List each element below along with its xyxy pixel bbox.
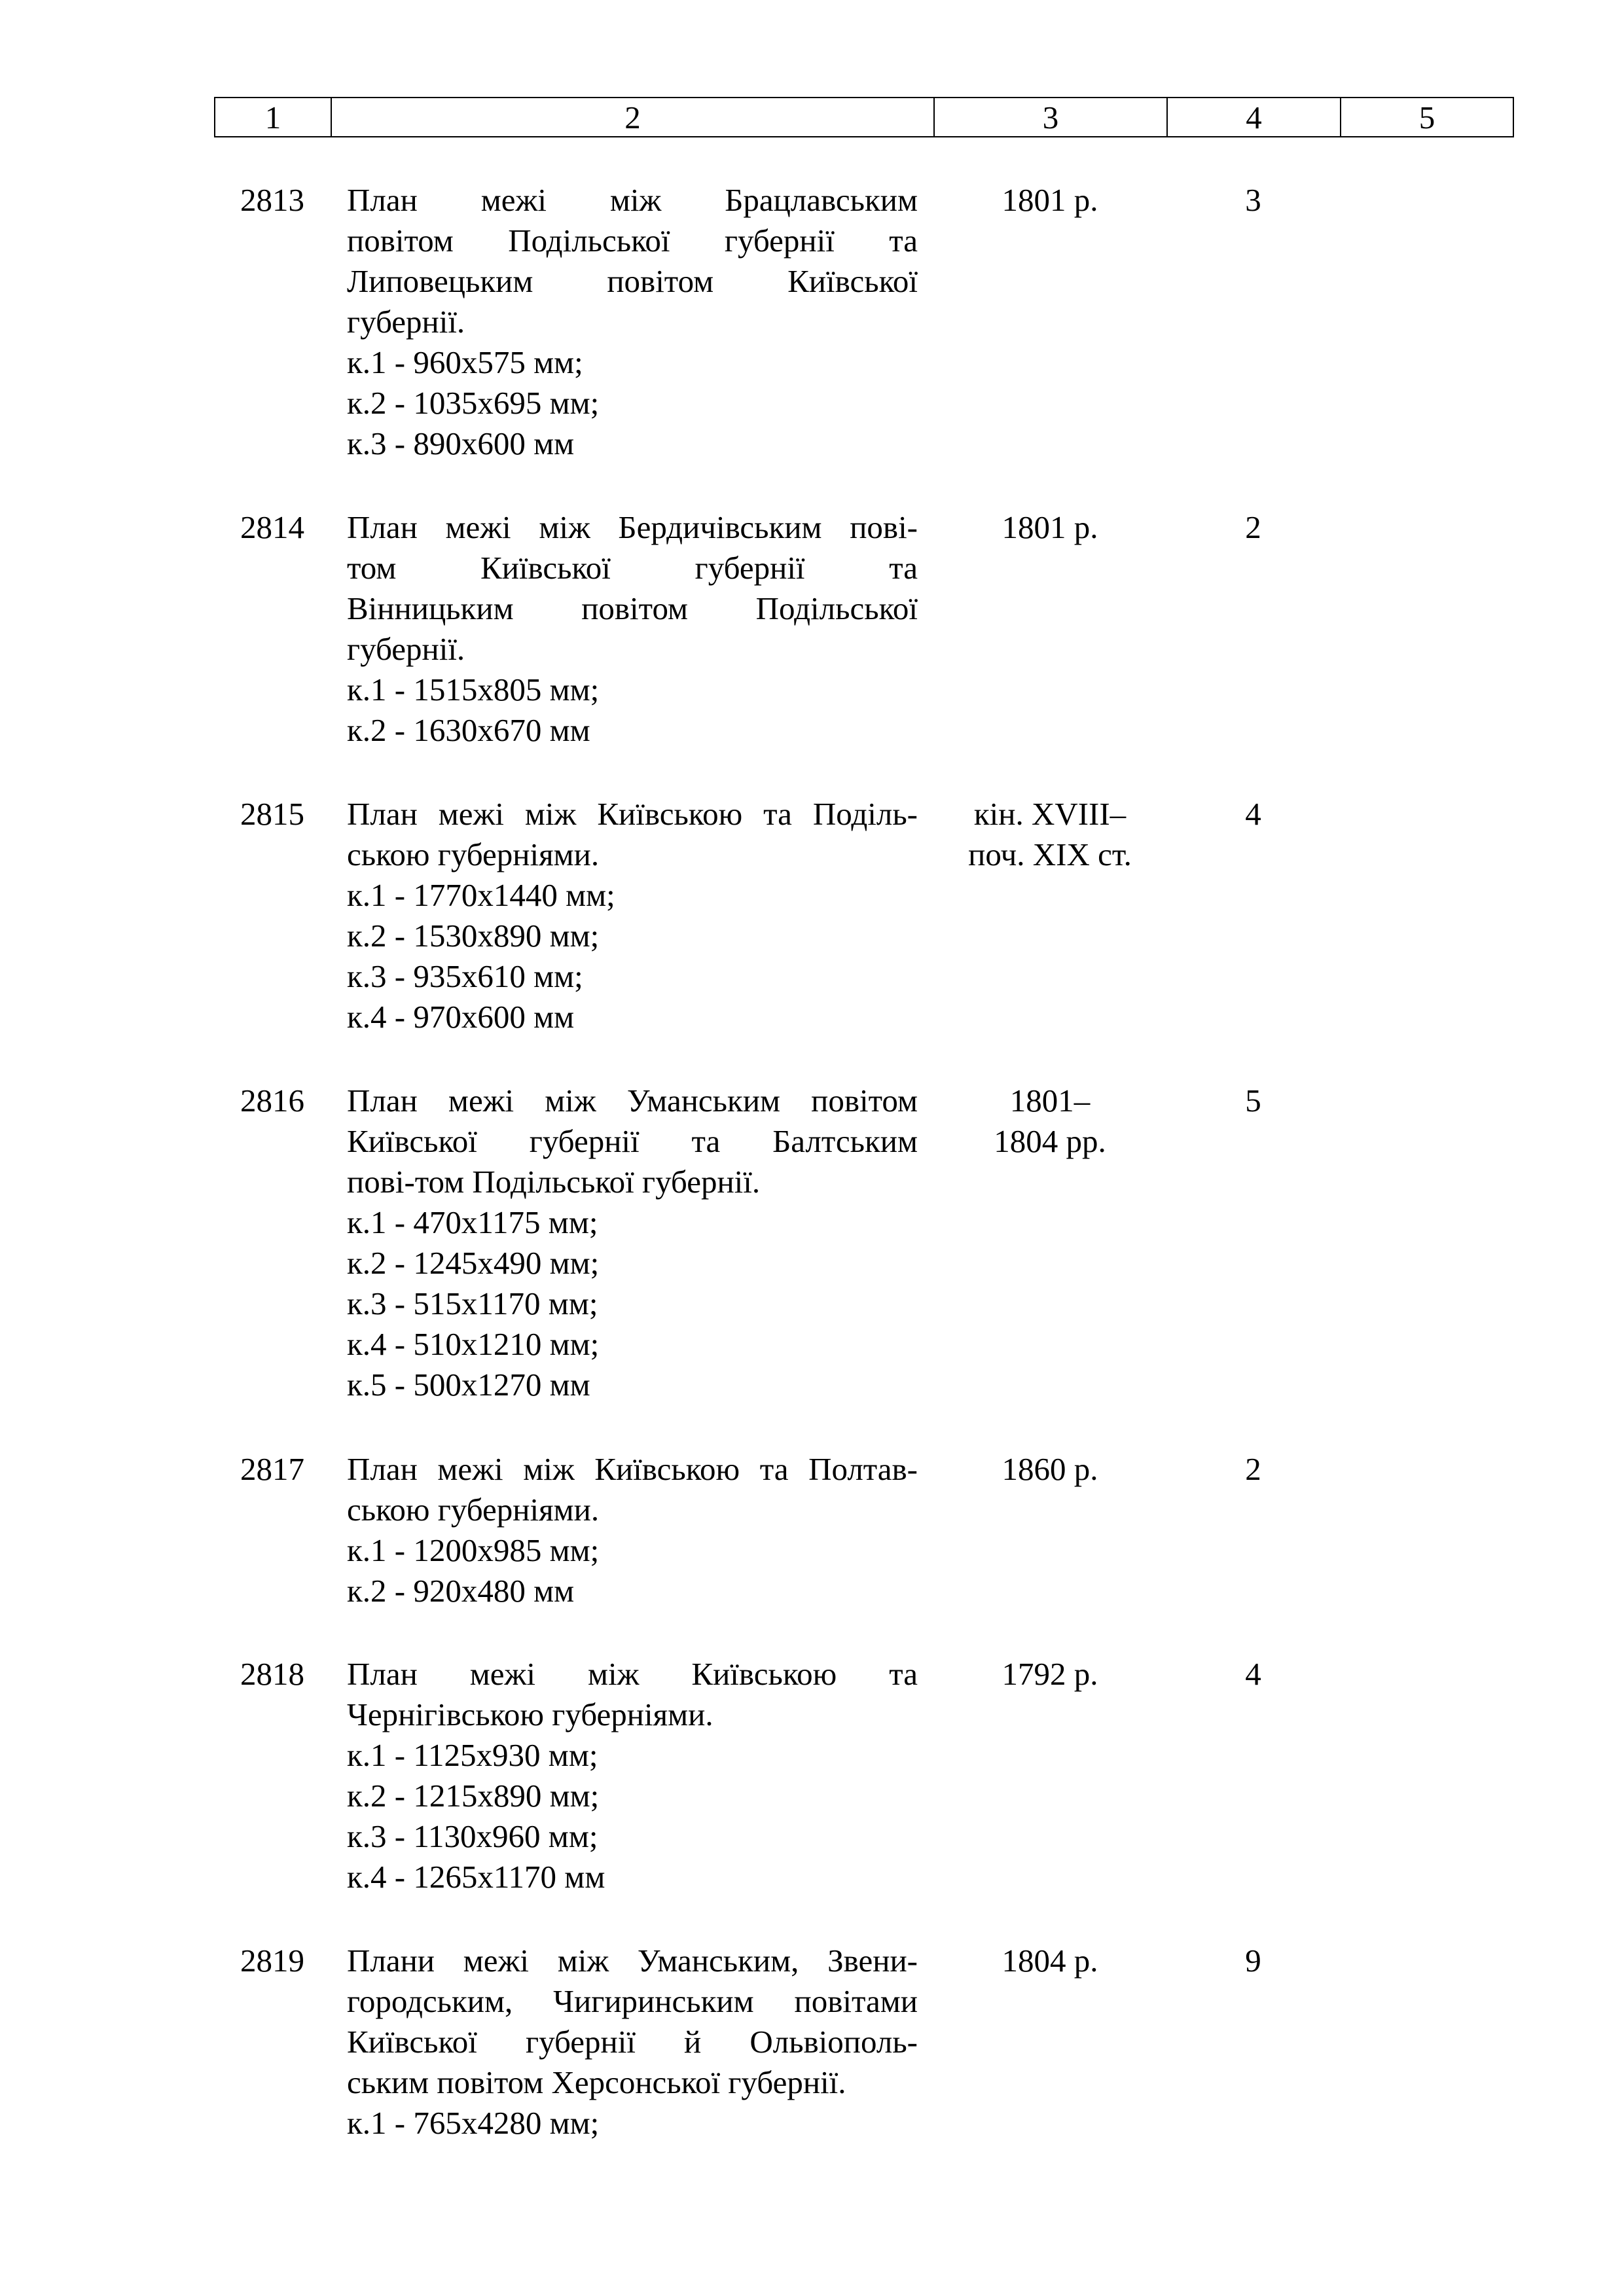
date-line: 1860 р. bbox=[1001, 1451, 1098, 1487]
header-col-5: 5 bbox=[1418, 99, 1435, 135]
entry-number: 2813 bbox=[240, 182, 304, 218]
description-line: к.1 - 1515х805 мм; bbox=[347, 672, 600, 708]
date-line: 1801 р. bbox=[1001, 182, 1098, 218]
entry-sheet-count: 5 bbox=[1245, 1083, 1261, 1119]
description-line: План межі між Київською та Поділь- bbox=[347, 796, 918, 832]
description-line: к.2 - 1035х695 мм; bbox=[347, 385, 600, 421]
date-line: 1801 р. bbox=[1001, 509, 1098, 545]
description-line: к.2 - 1530х890 мм; bbox=[347, 918, 600, 954]
description-line: к.1 - 1125х930 мм; bbox=[347, 1737, 598, 1773]
entry-description bbox=[347, 1941, 918, 2144]
description-line: ською губерніями. bbox=[347, 836, 600, 872]
entry-sheet-count: 2 bbox=[1245, 509, 1261, 545]
date-line: 1792 р. bbox=[1001, 1656, 1098, 1692]
description-line: к.1 - 1200х985 мм; bbox=[347, 1532, 600, 1568]
header-col-1: 1 bbox=[215, 98, 332, 136]
entry-description bbox=[347, 1449, 918, 1611]
entry-sheet-count: 4 bbox=[1245, 796, 1261, 832]
description-line: План межі між Бердичівським пові- bbox=[347, 509, 918, 545]
description-line: к.1 - 960х575 мм; bbox=[347, 344, 583, 380]
entry-date bbox=[933, 180, 1166, 221]
description-line: План межі між Київською та bbox=[347, 1656, 918, 1692]
description-line: к.2 - 1245х490 мм; bbox=[347, 1245, 600, 1281]
description-line: пові-том Подільської губернії. bbox=[347, 1164, 761, 1200]
description-line: губернії. bbox=[347, 304, 465, 340]
header-col-2: 2 bbox=[332, 98, 935, 136]
description-line: к.3 - 515х1170 мм; bbox=[347, 1285, 598, 1321]
entry-date bbox=[933, 794, 1166, 875]
description-line: к.1 - 470х1175 мм; bbox=[347, 1204, 598, 1240]
description-line: План межі між Брацлавським bbox=[347, 182, 918, 218]
entry-date bbox=[933, 1654, 1166, 1695]
description-line: ською губерніями. bbox=[347, 1492, 600, 1528]
description-line: к.3 - 1130х960 мм; bbox=[347, 1818, 598, 1854]
description-line: к.2 - 920х480 мм bbox=[347, 1573, 575, 1609]
description-line: к.4 - 1265х1170 мм bbox=[347, 1859, 605, 1895]
date-line: 1801– bbox=[1009, 1083, 1091, 1119]
entry-date bbox=[933, 1449, 1166, 1490]
date-line: кін. XVIII– bbox=[973, 796, 1127, 832]
entry-date bbox=[933, 1941, 1166, 1981]
entry-number: 2819 bbox=[240, 1943, 304, 1979]
description-line: к.5 - 500х1270 мм bbox=[347, 1367, 590, 1403]
entry-description bbox=[347, 1081, 918, 1405]
description-line: Вінницьким повітом Подільської bbox=[347, 590, 918, 626]
description-line: Плани межі між Уманським, Звени- bbox=[347, 1943, 918, 1979]
description-line: ським повітом Херсонської губернії. bbox=[347, 2064, 846, 2100]
header-col-4: 4 bbox=[1168, 98, 1341, 136]
description-line: План межі між Київською та Полтав- bbox=[347, 1451, 918, 1487]
entry-number: 2817 bbox=[240, 1451, 304, 1487]
header-col-3: 3 bbox=[935, 98, 1168, 136]
description-line: к.3 - 890х600 мм bbox=[347, 425, 575, 461]
entry-sheet-count: 3 bbox=[1245, 182, 1261, 218]
entry-number: 2815 bbox=[240, 796, 304, 832]
entry-number: 2816 bbox=[240, 1083, 304, 1119]
description-line: к.3 - 935х610 мм; bbox=[347, 958, 583, 994]
description-line: городським, Чигиринським повітами bbox=[347, 1983, 918, 2019]
entry-sheet-count: 2 bbox=[1245, 1451, 1261, 1487]
date-line: поч. XIX ст. bbox=[968, 836, 1132, 872]
description-line: к.4 - 970х600 мм bbox=[347, 999, 575, 1035]
date-line: 1804 р. bbox=[1001, 1943, 1098, 1979]
description-line: Київської губернії й Ольвіополь- bbox=[347, 2024, 918, 2060]
entry-number: 2818 bbox=[240, 1656, 304, 1692]
table-header-row bbox=[214, 97, 1514, 137]
date-line: 1804 рр. bbox=[994, 1123, 1106, 1159]
description-line: том Київської губернії та bbox=[347, 550, 918, 586]
entry-description bbox=[347, 794, 918, 1037]
description-line: Чернігівською губерніями. bbox=[347, 1696, 713, 1732]
entry-description bbox=[347, 1654, 918, 1897]
description-line: План межі між Уманським повітом bbox=[347, 1083, 918, 1119]
description-line: к.1 - 765х4280 мм; bbox=[347, 2105, 600, 2141]
entry-date bbox=[933, 1081, 1166, 1162]
entry-number: 2814 bbox=[240, 509, 304, 545]
entry-sheet-count: 9 bbox=[1245, 1943, 1261, 1979]
description-line: губернії. bbox=[347, 631, 465, 667]
entry-date bbox=[933, 507, 1166, 548]
entry-description bbox=[347, 180, 918, 464]
entry-sheet-count: 4 bbox=[1245, 1656, 1261, 1692]
description-line: Липовецьким повітом Київської bbox=[347, 263, 918, 299]
description-line: Київської губернії та Балтським bbox=[347, 1123, 918, 1159]
description-line: к.4 - 510х1210 мм; bbox=[347, 1326, 600, 1362]
description-line: к.2 - 1215х890 мм; bbox=[347, 1778, 600, 1814]
description-line: к.1 - 1770х1440 мм; bbox=[347, 877, 615, 913]
entry-description bbox=[347, 507, 918, 751]
description-line: повітом Подільської губернії та bbox=[347, 223, 918, 259]
description-line: к.2 - 1630х670 мм bbox=[347, 712, 590, 748]
